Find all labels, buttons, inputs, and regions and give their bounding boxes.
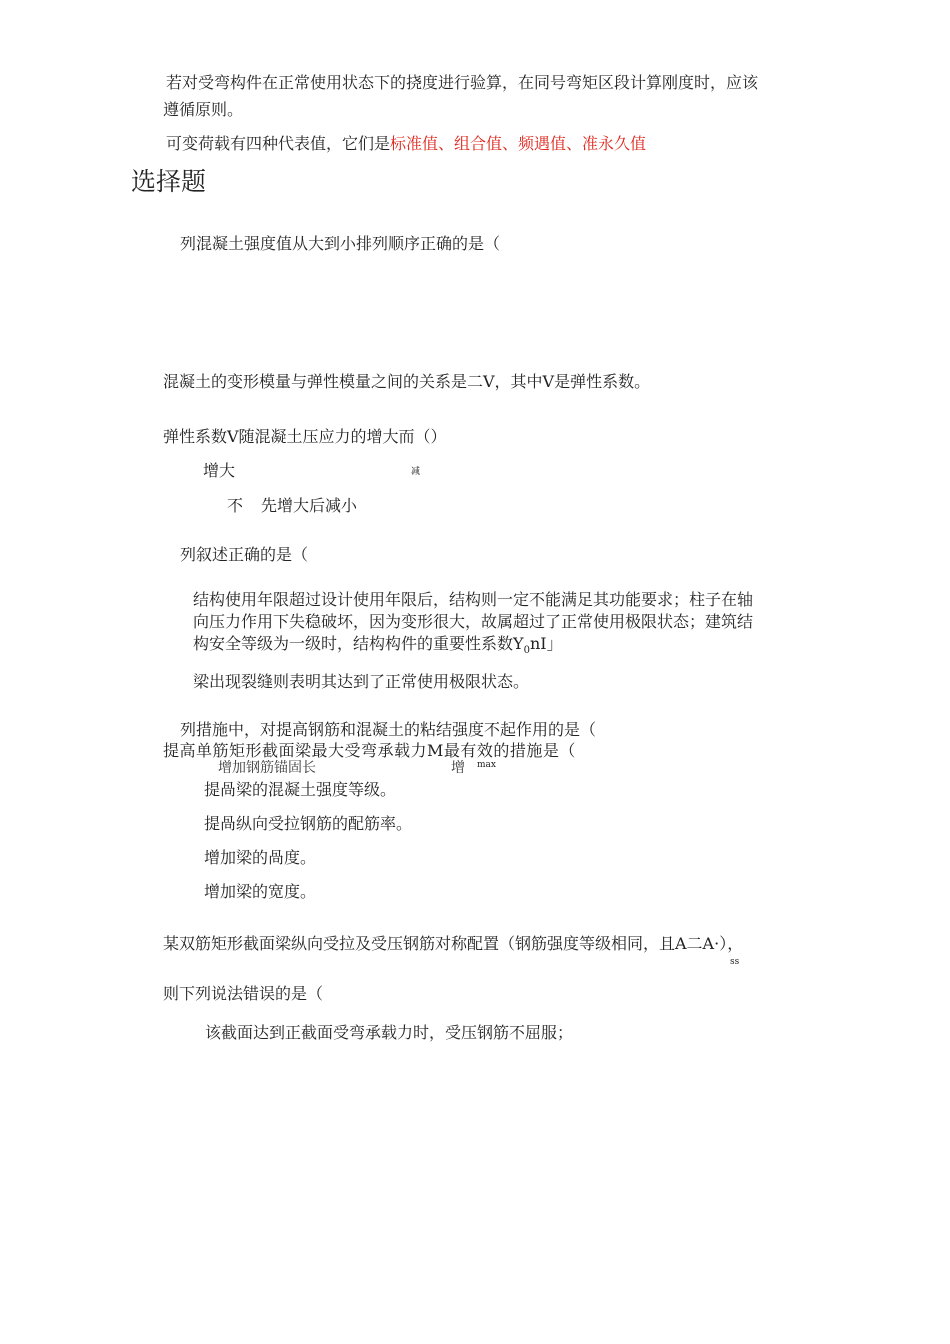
question-4-body-line-3 (193, 634, 563, 661)
question-4-body-line-3-text: 构安全等级为一级时，结构构件的重要性系数Y (193, 634, 524, 653)
question-4-body-line-4: 梁出现裂缝则表明其达到了正常使用极限状态。 (193, 672, 530, 691)
question-5-option-1: 提咼梁的混凝土强度等级。 (204, 780, 397, 799)
question-4-stem: 列叙述正确的是（ (180, 545, 309, 564)
paragraph-2-prefix: 可变荷载有四种代表值，它们是 (166, 134, 391, 153)
question-3-option-a: 增大 (203, 461, 236, 480)
question-5-ghost-option-b: 增 (451, 760, 465, 776)
question-6-stem-line-1: 某双筋矩形截面梁纵向受拉及受压钢筋对称配置（钢筋强度等级相同，且A二A·）， (163, 934, 744, 953)
gamma-subscript: 0 (523, 645, 530, 657)
question-5-stem: 列措施中，对提高钢筋和混凝土的粘结强度不起作用的是（ (180, 720, 597, 739)
section-title: 选择题 (131, 167, 207, 196)
question-5-ghost-subscript: max (477, 760, 496, 770)
question-3-option-b: 减 (411, 467, 421, 477)
question-6-stem-line-2: 则下列说法错误的是（ (163, 984, 324, 1003)
question-6-subscript: ss (730, 957, 740, 967)
question-3-option-c: 不 (227, 496, 244, 515)
question-6-option-1: 该截面达到正截面受弯承载力时，受压钢筋不屈服； (205, 1023, 574, 1042)
question-4-body-line-3-tail: nI」 (529, 634, 563, 653)
question-5-option-2: 提咼纵向受拉钢筋的配筋率。 (204, 814, 413, 833)
question-5-ghost-option-a: 增加钢筋锚固长 (218, 760, 316, 776)
question-3-stem: 弹性系数V随混凝土压应力的增大而（） (163, 427, 447, 446)
question-4-body-line-1: 结构使用年限超过设计使用年限后，结构则一定不能满足其功能要求；柱子在轴 (193, 590, 754, 609)
question-5-option-3: 增加梁的咼度。 (204, 848, 317, 867)
paragraph-2-answer: 标准值、组合值、频遇值、准永久值 (390, 134, 647, 153)
paragraph-1-line-2: 遵循原则。 (163, 100, 244, 119)
question-2-stem: 混凝土的变形模量与弹性模量之间的关系是二V，其中V是弹性系数。 (163, 372, 651, 391)
paragraph-1-line-1: 若对受弯构件在正常使用状态下的挠度进行验算，在同号弯矩区段计算刚度时，应该 (166, 73, 759, 92)
question-5-option-4: 增加梁的宽度。 (204, 882, 317, 901)
paragraph-2 (166, 134, 646, 154)
question-3-option-d: 先增大后减小 (261, 496, 358, 515)
question-1-stem: 列混凝土强度值从大到小排列顺序正确的是（ (180, 234, 501, 253)
question-4-body-line-2: 向压力作用下失稳破坏，因为变形很大，故属超过了正常使用极限状态；建筑结 (193, 612, 754, 631)
question-5-overlay-stem: 提高单筋矩形截面梁最大受弯承载力M最有效的措施是（ (163, 741, 576, 760)
